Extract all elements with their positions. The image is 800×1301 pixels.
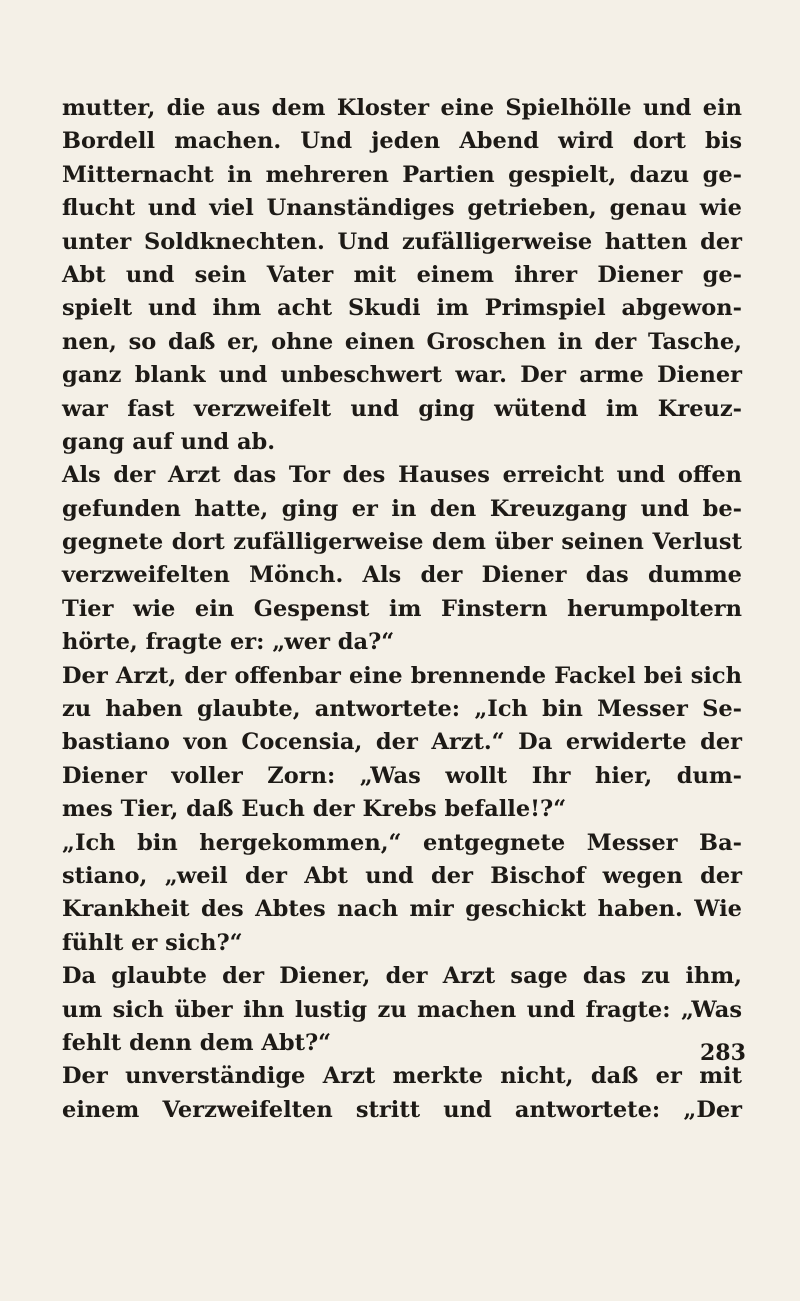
text-line: Krankheit des Abtes nach mir geschickt haben. Wie bbox=[62, 896, 742, 923]
text-line: gang auf und ab. bbox=[62, 428, 276, 455]
text-line: flucht und viel Unanständiges getrieben, genau wie bbox=[62, 195, 742, 222]
text-line: Da glaubte der Diener, der Arzt sage das zu ihm, bbox=[62, 963, 742, 990]
text-line: ganz blank und unbeschwert war. Der arme Diener bbox=[62, 362, 742, 389]
text-line: um sich über ihn lustig zu machen und fragte: „Was bbox=[62, 996, 742, 1023]
text-line: Als der Arzt das Tor des Hauses erreicht und offen bbox=[62, 462, 742, 489]
text-line: Der unverständige Arzt merkte nicht, daß er mit bbox=[62, 1063, 742, 1090]
text-line: fühlt er sich?“ bbox=[62, 929, 243, 956]
text-line: mutter, die aus dem Kloster eine Spielhölle und ein bbox=[62, 95, 742, 121]
page-number: 283 bbox=[700, 1040, 746, 1066]
text-line: gegnete dort zufälligerweise dem über seinen Verlust bbox=[62, 529, 742, 556]
text-line: stiano, „weil der Abt und der Bischof wegen der bbox=[62, 862, 742, 889]
text-line: zu haben glaubte, antwortete: „Ich bin Messer Se- bbox=[62, 696, 742, 723]
text-line: „Ich bin hergekommen,“ entgegnete Messer Ba- bbox=[62, 829, 742, 856]
text-line: Mitternacht in mehreren Partien gespielt, dazu ge- bbox=[62, 161, 742, 188]
text-line: war fast verzweifelt und ging wütend im Kreuz- bbox=[62, 395, 742, 422]
text-line: mes Tier, daß Euch der Krebs befalle!?“ bbox=[62, 796, 567, 823]
text-line: fehlt denn dem Abt?“ bbox=[62, 1029, 332, 1056]
body-text bbox=[62, 92, 746, 1127]
text-line: Tier wie ein Gespenst im Finstern herumpoltern bbox=[62, 595, 742, 622]
text-line: Abt und sein Vater mit einem ihrer Diener ge- bbox=[62, 261, 742, 288]
text-line: Bordell machen. Und jeden Abend wird dort bis bbox=[62, 128, 742, 155]
text-line: gefunden hatte, ging er in den Kreuzgang und be- bbox=[62, 495, 742, 522]
text-line: bastiano von Cocensia, der Arzt.“ Da erwiderte der bbox=[62, 729, 742, 756]
text-line: hörte, fragte er: „wer da?“ bbox=[62, 629, 395, 656]
text-line: unter Soldknechten. Und zufälligerweise hatten der bbox=[62, 228, 742, 255]
text-line: nen, so daß er, ohne einen Groschen in der Tasche, bbox=[62, 328, 742, 355]
text-line: spielt und ihm acht Skudi im Primspiel abgewon- bbox=[62, 295, 742, 322]
text-line: einem Verzweifelten stritt und antwortete: „Der bbox=[62, 1096, 742, 1123]
text-line: Der Arzt, der offenbar eine brennende Fackel bei sich bbox=[62, 662, 742, 689]
text-line: Diener voller Zorn: „Was wollt Ihr hier, dum- bbox=[62, 762, 742, 789]
text-line: verzweifelten Mönch. Als der Diener das dumme bbox=[62, 562, 742, 589]
